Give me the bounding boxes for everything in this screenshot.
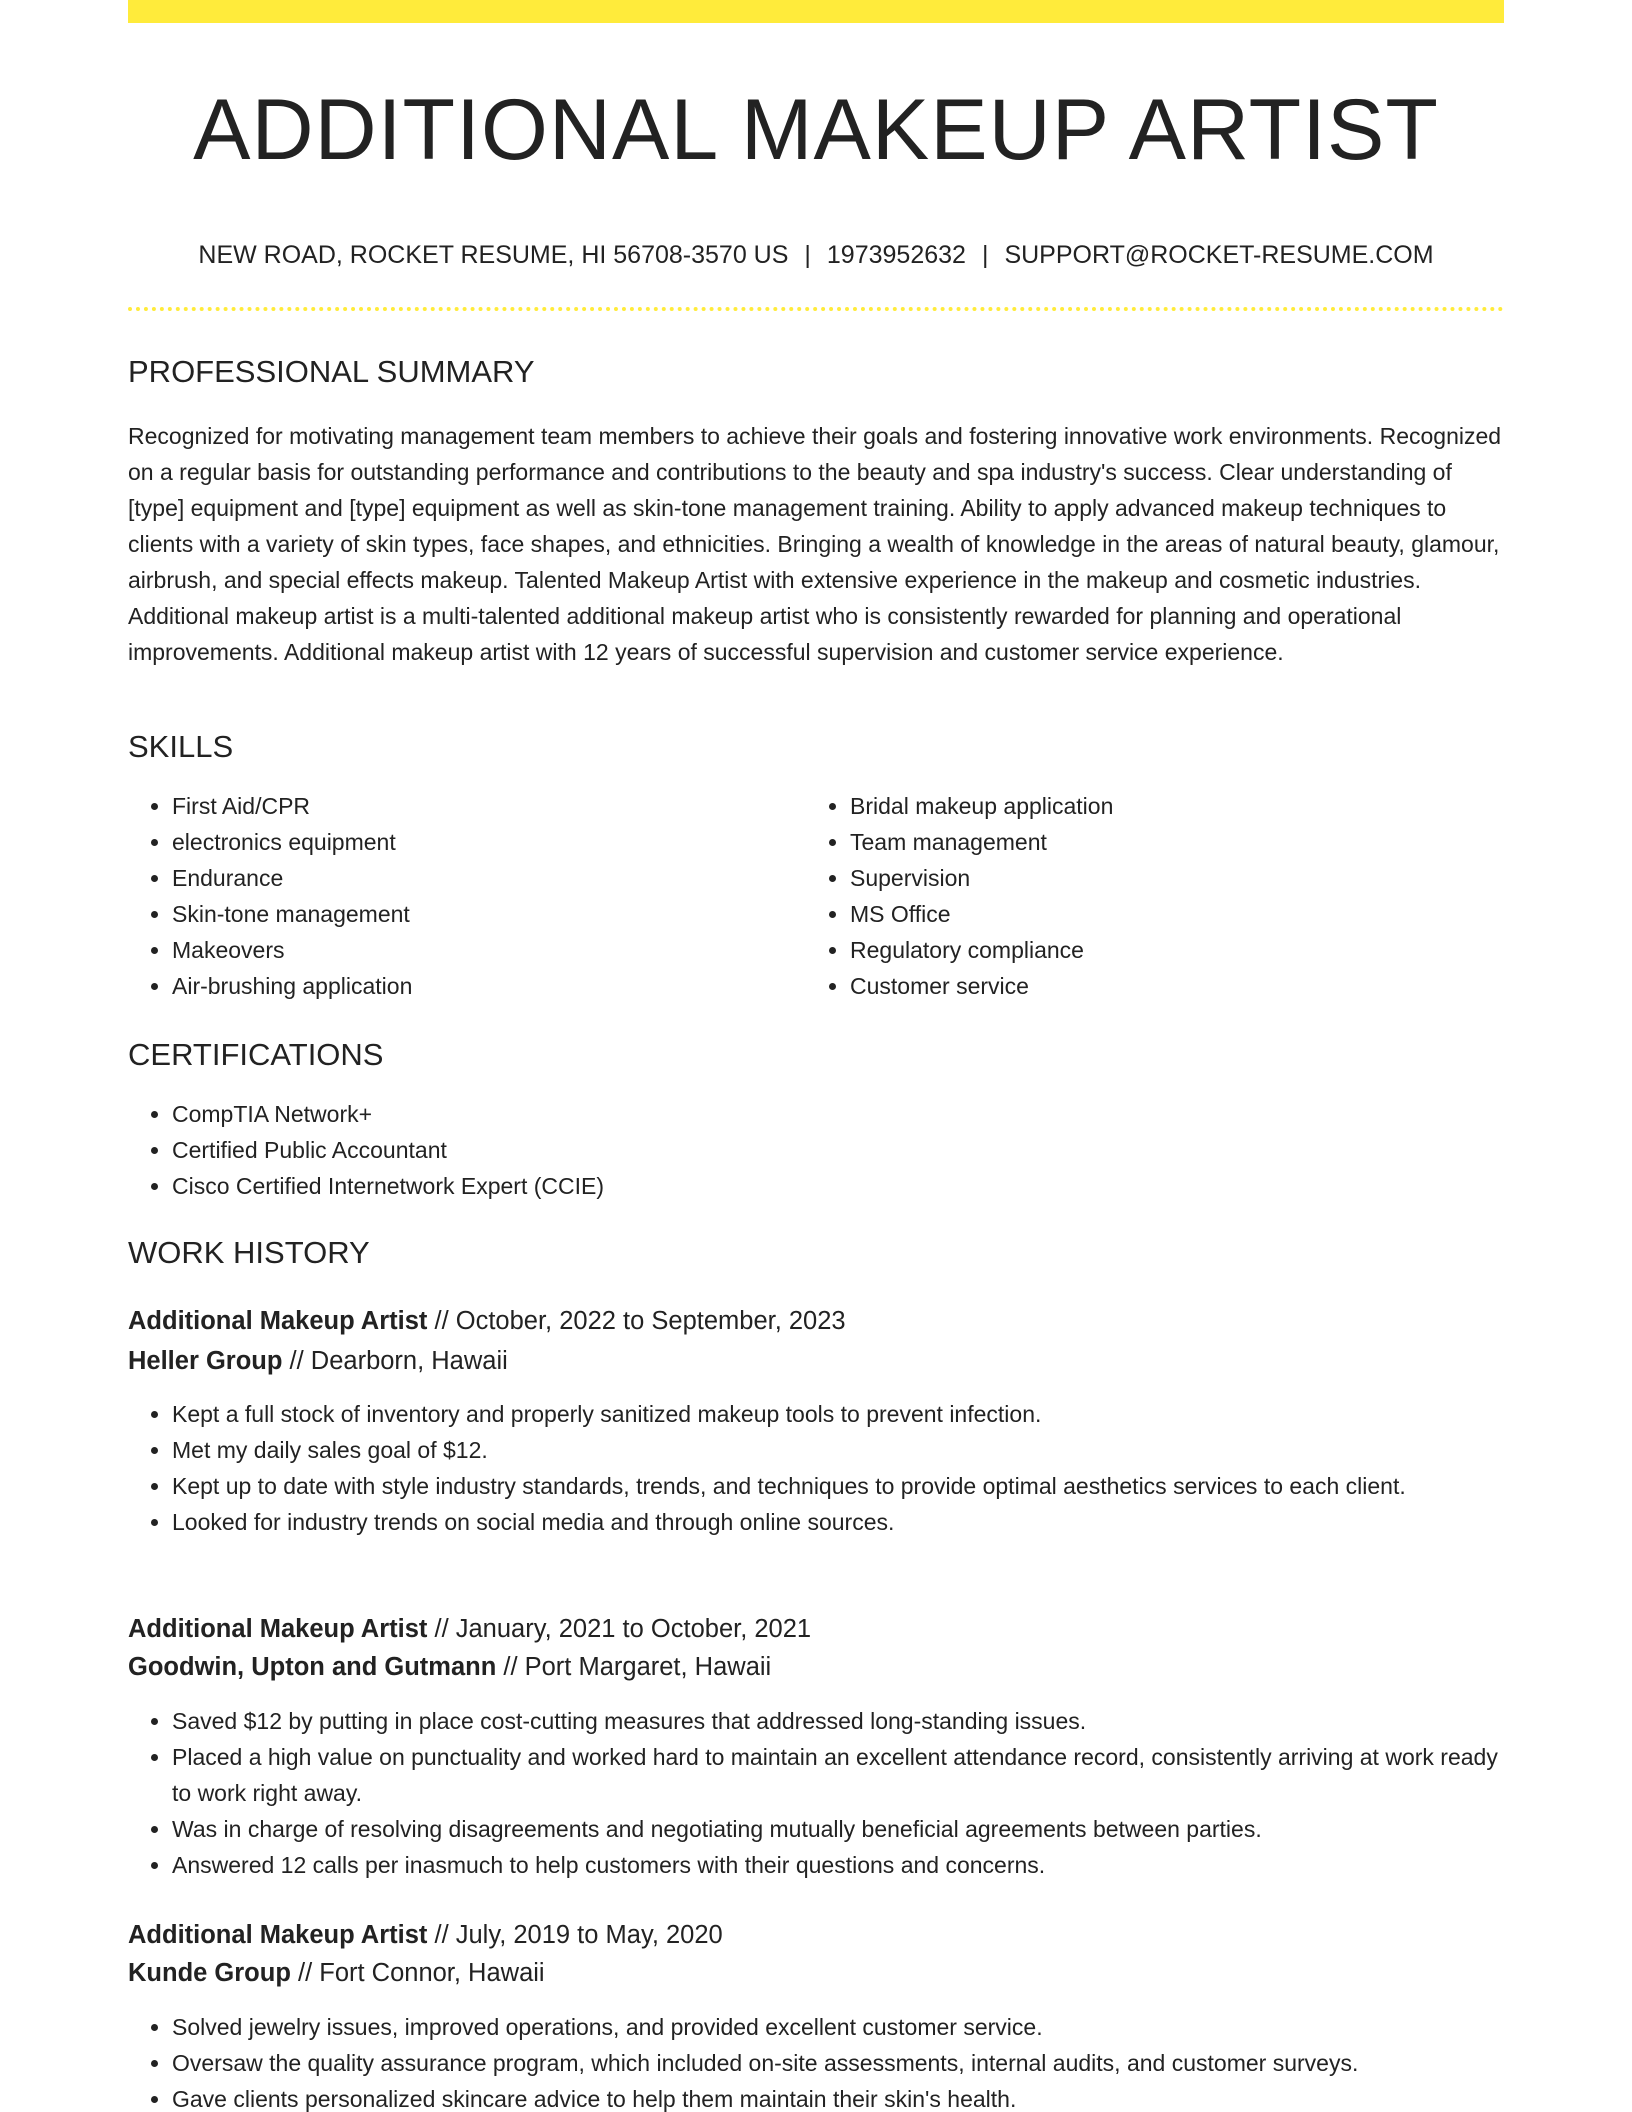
- job-company-line: [128, 1341, 508, 1381]
- job-bullet: • Kept up to date with style industry standards, trends, and techniques to provide optimal aesthetics services to each client.: [172, 1468, 1504, 1504]
- skill-item: • Endurance: [172, 860, 792, 896]
- certification-item: • Cisco Certified Internetwork Expert (CCIE): [172, 1168, 1504, 1204]
- job-role: Additional Makeup Artist: [128, 1307, 428, 1335]
- job-bullet: • Kept a full stock of inventory and properly sanitized makeup tools to prevent infection.: [172, 1396, 1504, 1432]
- summary-text: Recognized for motivating management team members to achieve their goals and fostering innovative work environments. Recognized on a regular basis for outstanding performance and contributions to the beauty and spa industry's success. Clear understanding of [type] equipment and [type] equipment as well as skin-tone management training. Ability to apply advanced makeup techniques to clients with a variety of skin types, face shapes, and ethnicities. Bringing a wealth of knowledge in the areas of natural beauty, glamour, airbrush, and special effects makeup. Talented Makeup Artist with extensive experience in the makeup and cosmetic industries. Additional makeup artist is a multi-talented additional makeup artist who is consistently rewarded for planning and operational improvements. Additional makeup artist with 12 years of successful supervision and customer service experience.: [128, 423, 1502, 665]
- accent-top-bar: [128, 0, 1504, 23]
- job-role: Additional Makeup Artist: [128, 1615, 428, 1643]
- job-location: // Fort Connor, Hawaii: [290, 1959, 545, 1987]
- contact-line: [128, 237, 1504, 273]
- job-company: Kunde Group: [128, 1959, 291, 1987]
- job-role-line: [128, 1301, 846, 1341]
- header-divider: [128, 307, 1504, 311]
- skill-item: • Supervision: [850, 860, 1500, 896]
- job-bullets: [128, 1396, 1504, 1540]
- job-dates: // October, 2022 to September, 2023: [427, 1307, 846, 1335]
- contact-email: SUPPORT@ROCKET-RESUME.COM: [1004, 241, 1434, 269]
- skill-item: • Customer service: [850, 968, 1500, 1004]
- skill-item: • Team management: [850, 824, 1500, 860]
- contact-separator: |: [804, 241, 811, 269]
- job-bullets: [128, 2009, 1504, 2112]
- skill-item: • Makeovers: [172, 932, 792, 968]
- job-bullet: • Met my daily sales goal of $12.: [172, 1432, 1504, 1468]
- skill-item: • Skin-tone management: [172, 896, 792, 932]
- job-role-line: [128, 1915, 723, 1955]
- skill-item: • Bridal makeup application: [850, 788, 1500, 824]
- job-bullet: • Answered 12 calls per inasmuch to help customers with their questions and concerns.: [172, 1847, 1504, 1883]
- certification-item: • Certified Public Accountant: [172, 1132, 1504, 1168]
- job-bullets: [128, 1703, 1504, 1883]
- job-company-line: [128, 1953, 545, 1993]
- job-bullet: • Saved $12 by putting in place cost-cutting measures that addressed long-standing issues.: [172, 1703, 1504, 1739]
- job-bullet: • Was in charge of resolving disagreements and negotiating mutually beneficial agreements between parties.: [172, 1811, 1504, 1847]
- job-bullet: • Gave clients personalized skincare advice to help them maintain their skin's health.: [172, 2081, 1504, 2112]
- job-dates: // January, 2021 to October, 2021: [427, 1615, 812, 1643]
- job-bullet: • Oversaw the quality assurance program, which included on-site assessments, internal audits, and customer surveys.: [172, 2045, 1504, 2081]
- contact-separator: |: [981, 241, 989, 269]
- job-bullet: • Placed a high value on punctuality and worked hard to maintain an excellent attendance record, consistently arriving at work ready to work right away.: [172, 1739, 1504, 1811]
- job-location: // Dearborn, Hawaii: [282, 1347, 508, 1375]
- certifications-heading: CERTIFICATIONS: [128, 1037, 384, 1072]
- skills-list-right: [806, 788, 1500, 1004]
- certifications-list: [128, 1096, 1504, 1204]
- job-company-line: [128, 1647, 771, 1687]
- skills-list-left: [128, 788, 792, 1004]
- job-bullet: • Solved jewelry issues, improved operations, and provided excellent customer service.: [172, 2009, 1504, 2045]
- job-company: Heller Group: [128, 1347, 283, 1375]
- job-dates: // July, 2019 to May, 2020: [427, 1921, 723, 1949]
- job-location: // Port Margaret, Hawaii: [496, 1653, 772, 1681]
- skill-item: • Regulatory compliance: [850, 932, 1500, 968]
- job-company: Goodwin, Upton and Gutmann: [128, 1653, 497, 1681]
- contact-phone: 1973952632: [826, 241, 966, 269]
- job-bullet: • Looked for industry trends on social media and through online sources.: [172, 1504, 1504, 1540]
- contact-address: NEW ROAD, ROCKET RESUME, HI 56708-3570 US: [198, 241, 789, 269]
- summary-heading: PROFESSIONAL SUMMARY: [128, 354, 535, 389]
- work-history-heading: WORK HISTORY: [128, 1235, 370, 1270]
- skill-item: • electronics equipment: [172, 824, 792, 860]
- job-role-line: [128, 1609, 811, 1649]
- candidate-name: ADDITIONAL MAKEUP ARTIST: [193, 82, 1439, 178]
- skills-heading: SKILLS: [128, 729, 234, 764]
- skill-item: • First Aid/CPR: [172, 788, 792, 824]
- skill-item: • MS Office: [850, 896, 1500, 932]
- certification-item: • CompTIA Network+: [172, 1096, 1504, 1132]
- skill-item: • Air-brushing application: [172, 968, 792, 1004]
- job-role: Additional Makeup Artist: [128, 1921, 428, 1949]
